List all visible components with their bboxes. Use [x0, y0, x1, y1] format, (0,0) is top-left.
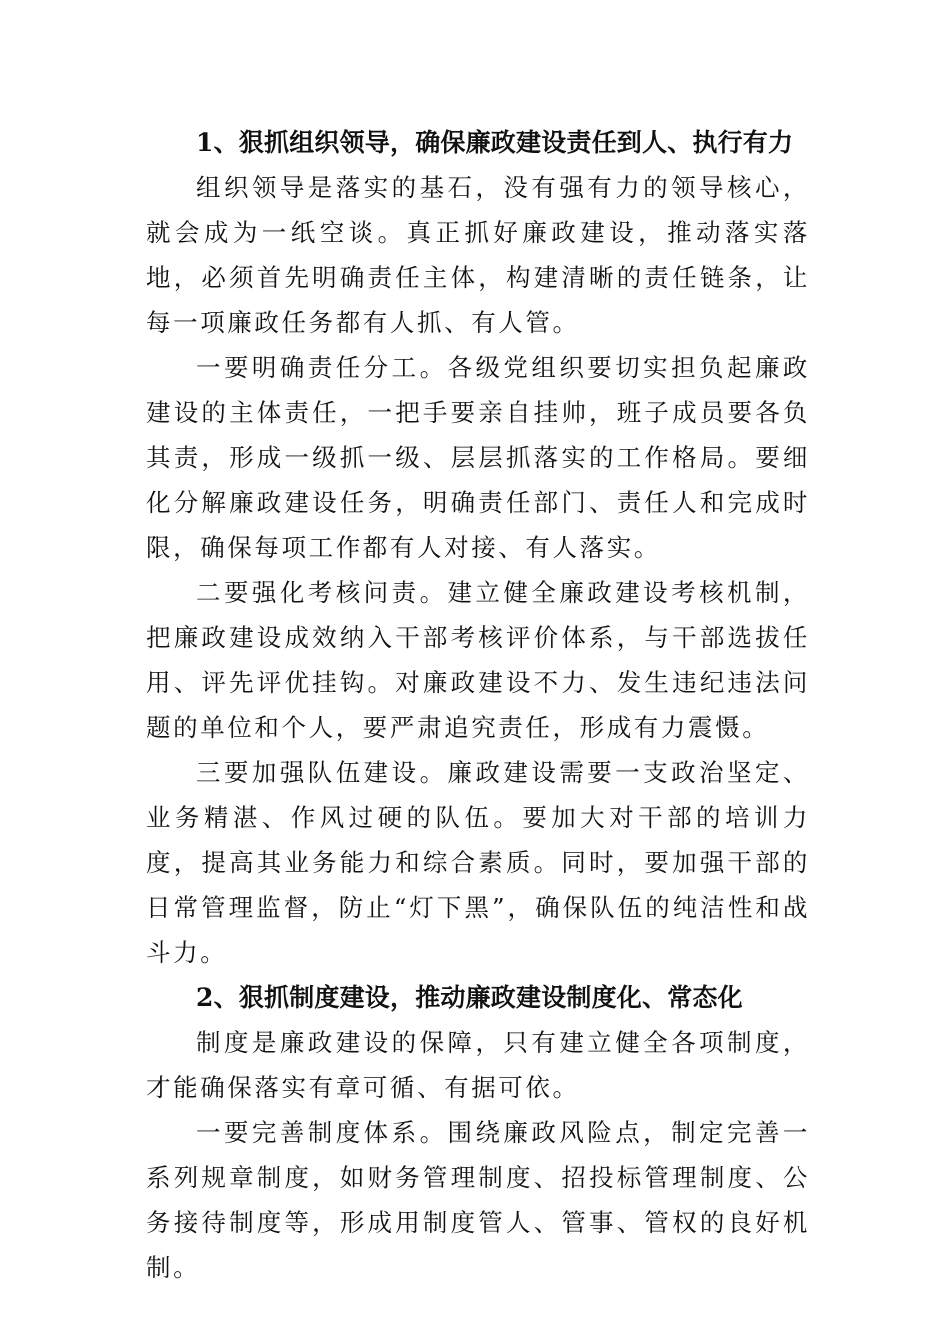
section-2-paragraph-1: 制度是廉政建设的保障，只有建立健全各项制度，才能确保落实有章可循、有据可依。: [146, 1028, 810, 1102]
section-1-paragraph-4: 三要加强队伍建设。廉政建设需要一支政治坚定、业务精湛、作风过硬的队伍。要加大对干部的培训力度，提高其业务能力和综合素质。同时，要加强干部的日常管理监督，防止“灯下黑”，确保队伍的纯洁性和战斗力。: [146, 758, 810, 967]
section-1-paragraph-1: 组织领导是落实的基石，没有强有力的领导核心，就会成为一纸空谈。真正抓好廉政建设，推动落实落地，必须首先明确责任主体，构建清晰的责任链条，让每一项廉政任务都有人抓、有人管。: [146, 173, 810, 337]
section-1-paragraph-3: 二要强化考核问责。建立健全廉政建设考核机制，把廉政建设成效纳入干部考核评价体系，与干部选拔任用、评先评优挂钩。对廉政建设不力、发生违纪违法问题的单位和个人，要严肃追究责任，形成有力震慑。: [146, 578, 810, 742]
section-2-paragraph-2: 一要完善制度体系。围绕廉政风险点，制定完善一系列规章制度，如财务管理制度、招投标管理制度、公务接待制度等，形成用制度管人、管事、管权的良好机制。: [146, 1118, 810, 1282]
section-2-heading: 2、狠抓制度建设，推动廉政建设制度化、常态化: [196, 983, 743, 1012]
section-1-paragraph-2: 一要明确责任分工。各级党组织要切实担负起廉政建设的主体责任，一把手要亲自挂帅，班子成员要各负其责，形成一级抓一级、层层抓落实的工作格局。要细化分解廉政建设任务，明确责任部门、责任人和完成时限，确保每项工作都有人对接、有人落实。: [146, 353, 810, 562]
section-1-heading: 1、狠抓组织领导，确保廉政建设责任到人、执行有力: [196, 128, 794, 157]
document-body: [146, 120, 810, 1290]
